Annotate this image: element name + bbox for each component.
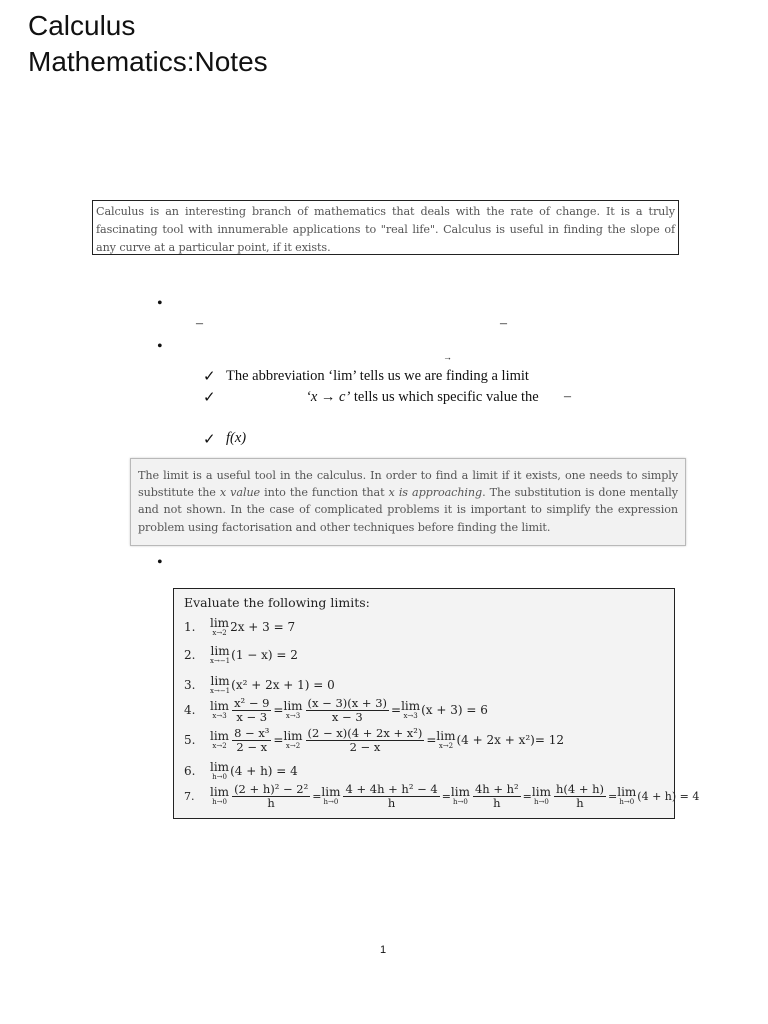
lim-subscript: x→−1 xyxy=(210,657,231,665)
exercise-3 xyxy=(184,675,335,695)
denominator: h xyxy=(387,795,396,810)
dash-3: – xyxy=(564,389,571,404)
numerator: (2 − x)(4 + 2x + x²) xyxy=(307,726,423,740)
exercise-expression: (4 + h) = 4 xyxy=(637,789,700,803)
lim-label: lim xyxy=(210,760,230,774)
numerator: 8 − x³ xyxy=(234,726,270,740)
check-icon: ✓ xyxy=(203,390,216,406)
limit-operator xyxy=(210,675,230,695)
fraction xyxy=(554,783,606,809)
numerator: (x − 3)(x + 3) xyxy=(307,696,387,710)
lim-subscript: h→0 xyxy=(534,798,549,807)
fraction xyxy=(343,783,439,809)
exercise-expression: 2x + 3 = 7 xyxy=(230,620,296,634)
exercise-1 xyxy=(184,617,295,637)
arrow-glyph: → xyxy=(443,352,452,362)
denominator: x − 3 xyxy=(236,709,268,724)
exercise-number: 5. xyxy=(184,733,196,748)
equals-sign: = xyxy=(273,733,284,748)
limit-note-text: The limit is a useful tool in the calculus. In order to find a limit if it exists, one needs to simply substitute the xyxy=(138,469,678,500)
exercise-number: 2. xyxy=(184,648,196,662)
dash-2: – xyxy=(500,316,507,331)
exercise-number: 1. xyxy=(184,620,196,634)
lim-subscript: x→2 xyxy=(212,629,227,637)
denominator: 2 − x xyxy=(236,739,268,754)
limit-operator xyxy=(210,645,230,665)
numerator: h(4 + h) xyxy=(555,782,605,796)
title-line-1: Calculus xyxy=(28,10,136,41)
lim-label: lim xyxy=(436,729,456,744)
lim-label: lim xyxy=(617,785,637,800)
fraction xyxy=(232,783,310,809)
lim-subscript: x→2 xyxy=(438,742,454,751)
exercise-title: Evaluate the following limits: xyxy=(184,595,370,610)
check-icon: ✓ xyxy=(203,369,216,385)
numerator: x² − 9 xyxy=(234,696,270,710)
checklist-item-1: The abbreviation ‘lim’ tells us we are finding a limit xyxy=(226,368,529,384)
exercise-number: 3. xyxy=(184,678,196,692)
equals-sign: = xyxy=(312,789,322,803)
fraction xyxy=(306,727,425,753)
limit-operator xyxy=(283,730,302,750)
limit-note-text: into the function that xyxy=(260,486,389,500)
denominator: h xyxy=(267,795,275,810)
lim-subscript: x→−1 xyxy=(210,687,231,695)
exercise-expression: (4 + h) = 4 xyxy=(230,764,298,778)
lim-label: lim xyxy=(210,644,230,658)
bullet-2: • xyxy=(157,338,163,355)
numerator: 4 + 4h + h² − 4 xyxy=(345,782,438,796)
exercise-number: 6. xyxy=(184,764,196,778)
fraction xyxy=(306,697,389,723)
page-title xyxy=(28,8,268,80)
lim-subscript: x→3 xyxy=(403,712,418,721)
lim-subscript: h→0 xyxy=(212,798,227,807)
lim-subscript: h→0 xyxy=(619,798,635,807)
lim-label: lim xyxy=(210,674,230,688)
fraction xyxy=(232,727,271,753)
lim-label: lim xyxy=(401,699,421,714)
bullet-1: • xyxy=(157,295,163,312)
lim-subscript: x→3 xyxy=(212,712,227,721)
limit-operator xyxy=(283,700,302,720)
exercise-4 xyxy=(184,697,488,723)
bullet-3: • xyxy=(157,554,163,571)
numerator: 4h + h² xyxy=(474,782,519,796)
lim-subscript: x→3 xyxy=(285,712,301,721)
equals-sign: = xyxy=(522,789,532,803)
exercise-number: 4. xyxy=(184,703,196,718)
lim-label: lim xyxy=(210,616,230,630)
limit-note-x-value: x value xyxy=(219,486,261,500)
limit-operator xyxy=(436,730,455,750)
exercise-expression: (x² + 2x + 1) = 0 xyxy=(231,678,335,692)
denominator: h xyxy=(576,795,584,810)
title-line-2: Mathematics:Notes xyxy=(28,46,268,77)
denominator: x − 3 xyxy=(331,709,363,724)
fraction xyxy=(473,783,521,809)
denominator: 2 − x xyxy=(349,739,381,754)
exercise-expression: (1 − x) = 2 xyxy=(231,648,298,662)
lim-subscript: x→2 xyxy=(212,742,227,751)
exercise-number: 7. xyxy=(184,789,195,803)
lim-label: lim xyxy=(210,785,230,800)
exercise-box xyxy=(173,588,700,819)
intro-text: Calculus is an interesting branch of mathematics that deals with the rate of change. It is a truly fascinating tool with innumerable applications to "real life". Calculus is useful in finding the slope of any curve at a particular point, if it exists. xyxy=(96,205,675,254)
lim-label: lim xyxy=(450,785,470,800)
checklist-item-2 xyxy=(306,389,539,406)
limit-operator xyxy=(532,786,551,806)
lim-label: lim xyxy=(283,699,303,714)
limit-operator xyxy=(210,700,229,720)
limit-note-box xyxy=(130,458,686,546)
exercise-2 xyxy=(184,645,298,665)
check-icon: ✓ xyxy=(203,432,216,448)
x-to-c-notation: ‘x → c’ xyxy=(306,389,351,405)
lim-label: lim xyxy=(210,729,230,744)
checklist-item-3 xyxy=(226,430,246,447)
exercise-5 xyxy=(184,727,564,753)
checklist-item-2-text: tells us which specific value the xyxy=(350,389,539,405)
page-number: 1 xyxy=(380,944,387,956)
exercise-expression: (4 + 2x + x²)= 12 xyxy=(456,733,564,748)
lim-label: lim xyxy=(283,729,303,744)
fraction xyxy=(232,697,271,723)
lim-label: lim xyxy=(321,785,341,800)
dash-1: – xyxy=(196,316,203,331)
exercise-7 xyxy=(184,783,699,809)
lim-label: lim xyxy=(531,785,551,800)
fx-notation: f(x) xyxy=(226,430,247,446)
limit-operator xyxy=(321,786,340,806)
limit-operator xyxy=(401,700,420,720)
equals-sign: = xyxy=(273,703,284,718)
exercise-expression: (x + 3) = 6 xyxy=(421,703,488,718)
lim-label: lim xyxy=(210,699,230,714)
denominator: h xyxy=(493,795,501,810)
limit-operator xyxy=(617,786,636,806)
lim-subscript: h→0 xyxy=(212,773,227,781)
exercise-6 xyxy=(184,761,298,781)
limit-operator xyxy=(210,730,229,750)
equals-sign: = xyxy=(391,703,402,718)
lim-subscript: h→0 xyxy=(453,798,468,807)
lim-subscript: x→2 xyxy=(285,742,301,751)
limit-operator xyxy=(210,786,229,806)
equals-sign: = xyxy=(441,789,451,803)
limit-operator xyxy=(210,761,229,781)
limit-operator xyxy=(210,617,229,637)
limit-note-text: . The substitution is done mentally and not shown. In the case of complicated problems it is important to simplify the expression problem using factorisation and other techniques before finding the limit. xyxy=(138,486,679,534)
intro-box xyxy=(92,200,679,255)
equals-sign: = xyxy=(608,789,618,803)
limit-operator xyxy=(451,786,470,806)
lim-subscript: h→0 xyxy=(323,798,339,807)
limit-note-x-approaching: x is approaching xyxy=(388,486,483,500)
equals-sign: = xyxy=(426,733,437,748)
numerator: (2 + h)² − 2² xyxy=(234,782,309,796)
